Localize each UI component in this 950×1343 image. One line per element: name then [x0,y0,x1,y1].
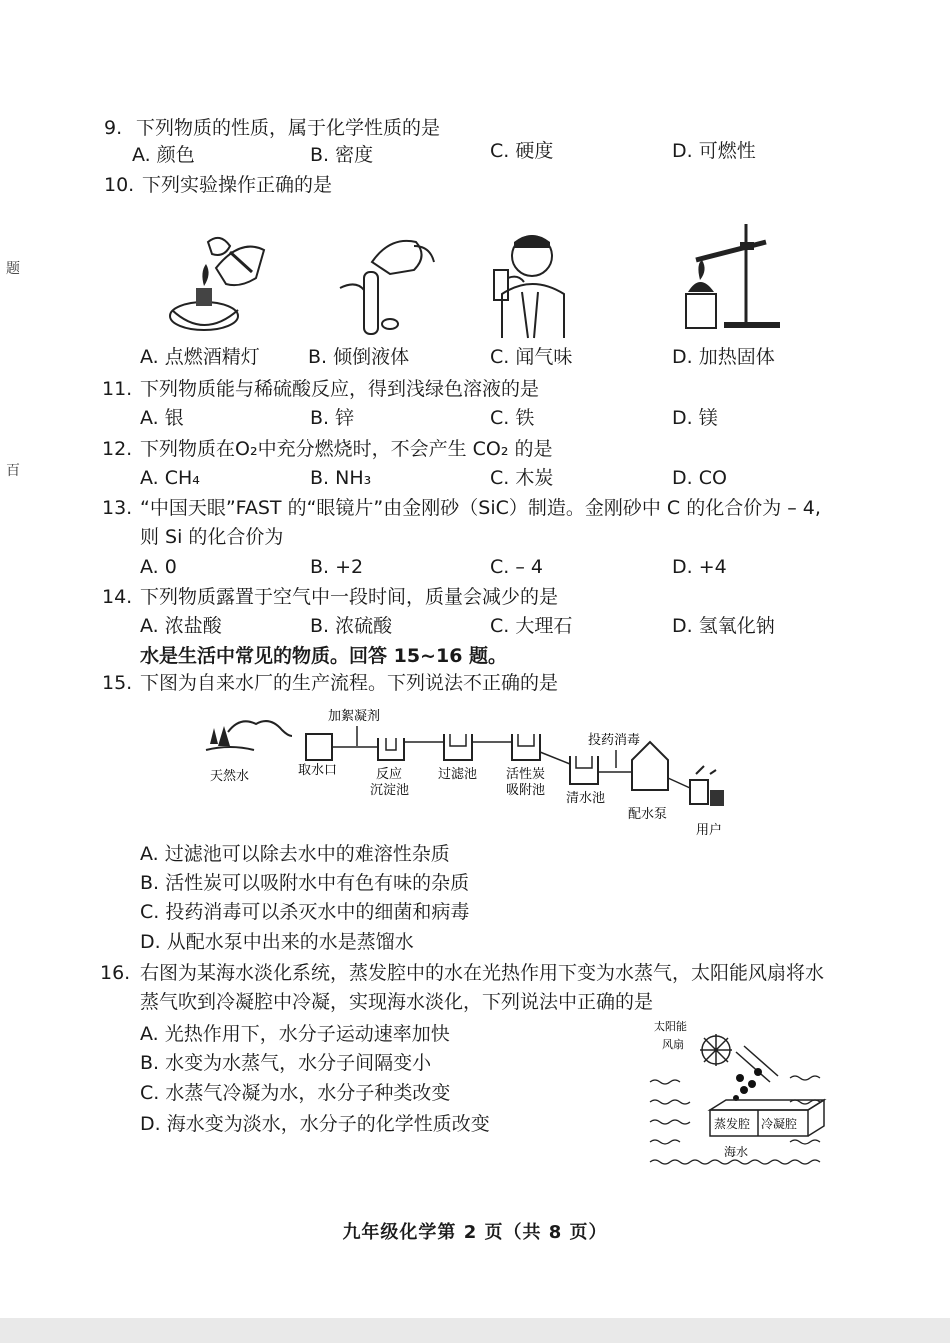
fan-label-b: 风扇 [662,1038,684,1051]
question-16-option-d: D. 海水变为淡水，水分子的化学性质改变 [140,1113,490,1135]
sea-water-label: 海水 [724,1145,749,1159]
tank2-label: 过滤池 [438,767,478,782]
question-11-option-d: D. 镁 [672,407,718,429]
question-13-option-d: D. +4 [672,556,727,578]
tank4-label: 清水池 [566,791,606,806]
question-11-stem: 下列物质能与稀硫酸反应，得到浅绿色溶液的是 [140,378,540,400]
question-10-option-b: B. 倾倒液体 [308,346,410,368]
question-15-option-b: B. 活性炭可以吸附水中有色有味的杂质 [140,872,470,894]
fan-icon [700,1034,732,1066]
tank3-label-b: 吸附池 [506,783,546,798]
condensation-chamber-label: 冷凝腔 [761,1117,798,1131]
question-9-option-d: D. 可燃性 [672,140,756,162]
pouring-liquid-illustration [330,232,440,340]
fan-label-a: 太阳能 [654,1020,687,1033]
question-15-number: 15. [102,672,133,694]
question-14-option-d: D. 氢氧化钠 [672,615,775,637]
question-16-option-b: B. 水变为水蒸气，水分子间隔变小 [140,1052,432,1074]
question-13-option-a: A. 0 [140,556,177,578]
question-10-stem: 下列实验操作正确的是 [142,174,333,196]
disinfect-label: 投药消毒 [588,733,641,748]
intake-label: 取水口 [298,763,338,778]
question-14-option-b: B. 浓硫酸 [310,615,393,637]
question-15-stem: 下图为自来水厂的生产流程。下列说法不正确的是 [140,672,559,694]
source-label: 天然水 [210,769,250,784]
question-9-option-c: C. 硬度 [490,140,554,162]
question-14-number: 14. [102,586,133,608]
question-16-stem-continued: 蒸气吹到冷凝腔中冷凝，实现海水淡化，下列说法中正确的是 [140,991,654,1013]
question-15-option-d: D. 从配水泵中出来的水是蒸馏水 [140,931,414,953]
question-14-stem: 下列物质露置于空气中一段时间，质量会减少的是 [140,586,559,608]
evaporation-chamber-label: 蒸发腔 [714,1117,751,1131]
question-12-option-c: C. 木炭 [490,467,554,489]
question-13-option-b: B. +2 [310,556,364,578]
heating-solid-illustration [680,220,790,340]
lighting-alcohol-lamp-illustration [160,228,280,340]
group-intro: 水是生活中常见的物质。回答 15~16 题。 [140,645,508,667]
question-9-stem: 下列物质的性质，属于化学性质的是 [136,117,441,139]
question-10-number: 10. [104,174,135,196]
question-9-option-b: B. 密度 [310,144,374,166]
question-16-option-c: C. 水蒸气冷凝为水，水分子种类改变 [140,1082,451,1104]
question-13-stem-continued: 则 Si 的化合价为 [140,526,284,548]
question-13-number: 13. [102,497,133,519]
question-15-option-a: A. 过滤池可以除去水中的难溶性杂质 [140,843,450,865]
question-10-option-a: A. 点燃酒精灯 [140,346,260,368]
question-16-option-a: A. 光热作用下，水分子运动速率加快 [140,1023,450,1045]
question-10-option-c: C. 闻气味 [490,346,573,368]
question-12-option-b: B. NH₃ [310,467,372,489]
tank1-label-a: 反应 [376,767,403,782]
page-footer: 九年级化学第 2 页（共 8 页） [342,1222,608,1243]
tank3-label-a: 活性炭 [506,767,546,782]
question-14-option-a: A. 浓盐酸 [140,615,222,637]
question-11-option-b: B. 锌 [310,407,355,429]
question-12-option-d: D. CO [672,467,727,489]
question-14-option-c: C. 大理石 [490,615,573,637]
question-9-option-a: A. 颜色 [132,144,195,166]
question-10-option-d: D. 加热固体 [672,346,775,368]
question-16-stem: 右图为某海水淡化系统，蒸发腔中的水在光热作用下变为水蒸气，太阳能风扇将水 [140,962,825,984]
question-11-option-a: A. 银 [140,407,184,429]
water-plant-flow-diagram [200,702,740,842]
question-13-option-c: C. – 4 [490,556,543,578]
question-9-number: 9. [104,117,123,139]
margin-mark-1: 题 [6,261,20,277]
question-11-number: 11. [102,378,133,400]
user-label: 用户 [696,823,723,838]
margin-mark-2: 百 [6,463,20,479]
question-12-stem: 下列物质在O₂中充分燃烧时，不会产生 CO₂ 的是 [140,438,553,460]
question-11-option-c: C. 铁 [490,407,535,429]
smelling-gas-illustration [488,230,578,340]
additive-label: 加絮凝剂 [328,709,381,724]
question-12-number: 12. [102,438,133,460]
tank1-label-b: 沉淀池 [370,783,410,798]
question-16-number: 16. [100,962,131,984]
pump-label: 配水泵 [628,807,668,822]
question-13-stem: “中国天眼”FAST 的“眼镜片”由金刚砂（SiC）制造。金刚砂中 C 的化合价为 – 4, [140,497,821,519]
scan-edge [0,1318,950,1343]
desalination-diagram [640,1018,840,1170]
question-12-option-a: A. CH₄ [140,467,200,489]
question-15-option-c: C. 投药消毒可以杀灭水中的细菌和病毒 [140,901,470,923]
